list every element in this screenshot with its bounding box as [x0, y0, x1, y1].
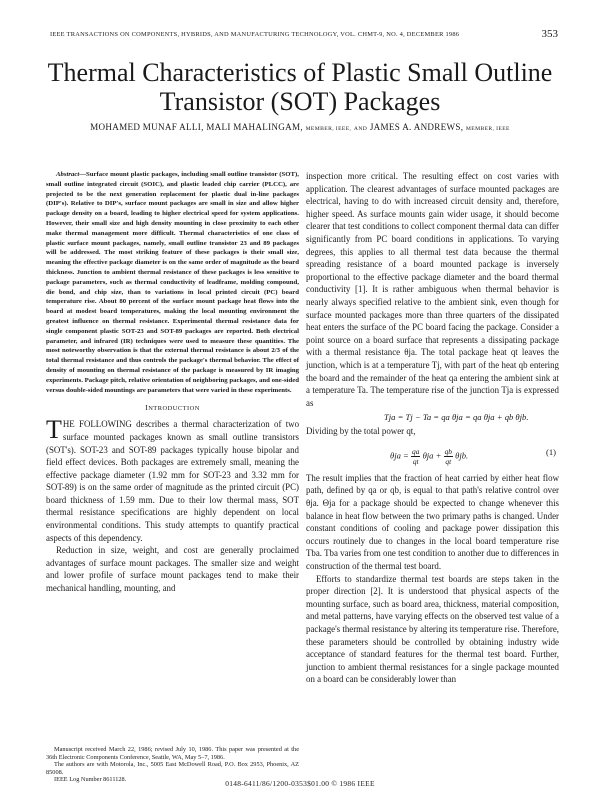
intro-paragraph-2: Reduction in size, weight, and cost are generally proclaimed advantages of surface mount packages. The smaller size and weight and lower profile of surface mount packages tend to make their mechanical handling, mounting, and: [46, 545, 299, 594]
intro-smallcaps: HE FOLLOWING: [62, 419, 132, 430]
right-paragraph-4: Efforts to standardize thermal test boards are steps taken in the proper direction [2]. It is understood that physical aspects of the mounting surface, such as board area, thickness, material composition, and metal patterns, have varying effects on the observed test value of a package's thermal resistance by altering its temperature rise. Therefore, these parameters should be controlled by obtaining industry wide acceptance of standard features for the thermal test board. Further, junction to ambient thermal resistances for a single package mounted on a board can be considerably lower than: [306, 573, 559, 685]
right-paragraph-3: The result implies that the fraction of heat carried by either heat flow path, defined by qa or qb, is equal to that path's relative control over θja. Θja for a package should be expected to change whenever this balance in heat flow between the two primary paths is changed. Under constant conditions of cooling and package power dissipation this occurs routinely due to changes in the local board temperature rise Tba. Tba varies from one test condition to another due to differences in construction of the thermal test board.: [306, 472, 559, 572]
footnote-received: Manuscript received March 22, 1986; revised July 10, 1986. This paper was presented at the 36th Electronic Components Conference, Seattle, WA, May 5–7, 1986.: [46, 746, 299, 761]
abstract-lead: Abstract: [56, 171, 80, 178]
right-paragraph-2: Dividing by the total power qt,: [306, 426, 416, 437]
equation-1: [306, 438, 559, 472]
abstract: [46, 170, 299, 395]
frac-num: qb: [444, 446, 452, 456]
equation-temperature-rise: [306, 409, 559, 425]
footnote-affiliation: The authors are with Motorola, Inc., 5005 East McDowell Road, P.O. Box 2953, Phoenix, AZ 85008.: [46, 761, 299, 776]
fraction-qb-qt: [444, 447, 453, 466]
intro-p1-text: describes a thermal characterization of two surface mounted packages known as small outline transistors (SOT's). SOT-23 and SOT-89 packages typically house bipolar and field effect devices. Both packages are extremely small, meaning the effective package diameter (1.92 mm for SOT-23 and 3.32 mm for SOT-89) is on the same order of magnitude as the printed circuit (PC) board thickness of 1.59 mm. Due to their low thermal mass, SOT thermal resistance specifications are highly dependent on local environmental conditions. This study attempts to quantify practical aspects of this dependency.: [46, 419, 300, 543]
fraction-qa-qt: [411, 447, 420, 466]
heading-initial: I: [145, 403, 149, 413]
left-column: [46, 170, 299, 595]
frac-den: qt: [445, 456, 452, 466]
paper-title: Thermal Characteristics of Plastic Small Outline Transistor (SOT) Packages: [47, 58, 553, 116]
author-membership-1: MEMBER, IEEE,: [305, 126, 352, 132]
equation-number: (1): [546, 446, 557, 457]
eq-mid: θja +: [422, 450, 442, 461]
eq-end: θjb.: [455, 450, 469, 461]
frac-num: qa: [412, 446, 420, 456]
page-number: 353: [541, 28, 558, 40]
running-head: IEEE TRANSACTIONS ON COMPONENTS, HYBRIDS, AND MANUFACTURING TECHNOLOGY, VOL. CHMT-9, NO. 4, DECEMBER 1986: [50, 31, 460, 38]
drop-cap: T: [46, 415, 62, 445]
author-membership-2: MEMBER, IEEE: [465, 126, 510, 132]
frac-den: qt: [412, 456, 419, 466]
author-names-2: JAMES A. ANDREWS,: [369, 122, 464, 132]
equation-body: [390, 447, 468, 466]
copyright-line: 0148-6411/86/1200-0353$01.00 © 1986 IEEE: [225, 779, 375, 788]
equation-text: Tja = Tj − Ta = qa θja = qa θja + qb θjb.: [384, 412, 529, 423]
author-names-1: MOHAMED MUNAF ALLI, MALI MAHALINGAM,: [90, 122, 303, 132]
author-and: AND: [353, 126, 368, 132]
right-paragraph-1: inspection more critical. The resulting effect on cost varies with application. The clearest advantages of surface mounted packages are electrical, having to do with increased circuit density and, therefore, higher speed. As surface mounts gain wider usage, it should become clearer that test conditions to collect component thermal data can differ significantly from PC board conditions in applications. To varying degrees, this applies to all thermal test data because the thermal spreading resistance of a board mounted package is inversely proportional to the effective package diameter and the board thermal conductivity [1]. It is rather ambiguous when thermal behavior is nearly always specified relative to the ambient sink, even though for surface mounted packages more than three quarters of the dissipated heat enters the surface of the PC board facing the package. Consider a point source on a board surface that represents a dissipating package with a thermal resistance θja. The total package heat qt leaves the junction, which is at a temperature Tj, with part of the heat qb entering the board and the remainder of the heat qa entering the ambient sink at a temperature Ta. The temperature rise of the junction Tja is expressed as: [306, 171, 559, 408]
section-heading-introduction: [46, 403, 299, 412]
abstract-text: —Surface mount plastic packages, including small outline transistor (SOT), small outline integrated circuit (SOIC), and plastic leaded chip carrier (PLCC), are projected to be the next generation replacement for plastic dual in-line packages (DIP's). Relative to DIP's, surface mount packages are small in size and allow higher package density on a board, leading to higher electrical speed for system applications. However, their small size and high density mounting in close proximity to each other make thermal management more difficult. Thermal characteristics of one class of plastic surface mount packages, namely, small outline transistor 23 and 89 packages will be addressed. The most striking feature of these packages is their small size, meaning the effective package diameter is on the same order of magnitude as the board thickness. Junction to ambient thermal resistance of these packages is less sensitive to package parameters, such as thermal conductivity of leadframe, molding compound, die bond, and chip size, than to variations in local printed circuit (PC) board temperature rise. About 80 percent of the surface mount package heat flows into the board at modest board temperatures, making the local mounting environment the greatest influence on thermal resistance. Experimental thermal resistance data for single component plastic SOT-23 and SOT-89 packages are reported. Both electrical parameter, and infrared (IR) techniques were used to measure these quantities. The most noteworthy observation is that the external thermal resistance is about 2/3 of the total thermal resistance and thus controls the package's thermal behavior. The effect of density of mounting on thermal resistance of the package is measured by IR imaging experiments. Package pitch, relative orientation of neighboring packages, and one-sided versus double-sided mountings are parameters that were varied in these experiments.: [46, 171, 299, 394]
eq-lhs: θja =: [390, 450, 409, 461]
intro-paragraph-1: [46, 415, 300, 544]
right-column: [306, 170, 559, 686]
author-line: [40, 122, 560, 132]
heading-rest: NTRODUCTION: [148, 405, 200, 413]
footnote-log-number: IEEE Log Number 8611128.: [54, 776, 127, 784]
